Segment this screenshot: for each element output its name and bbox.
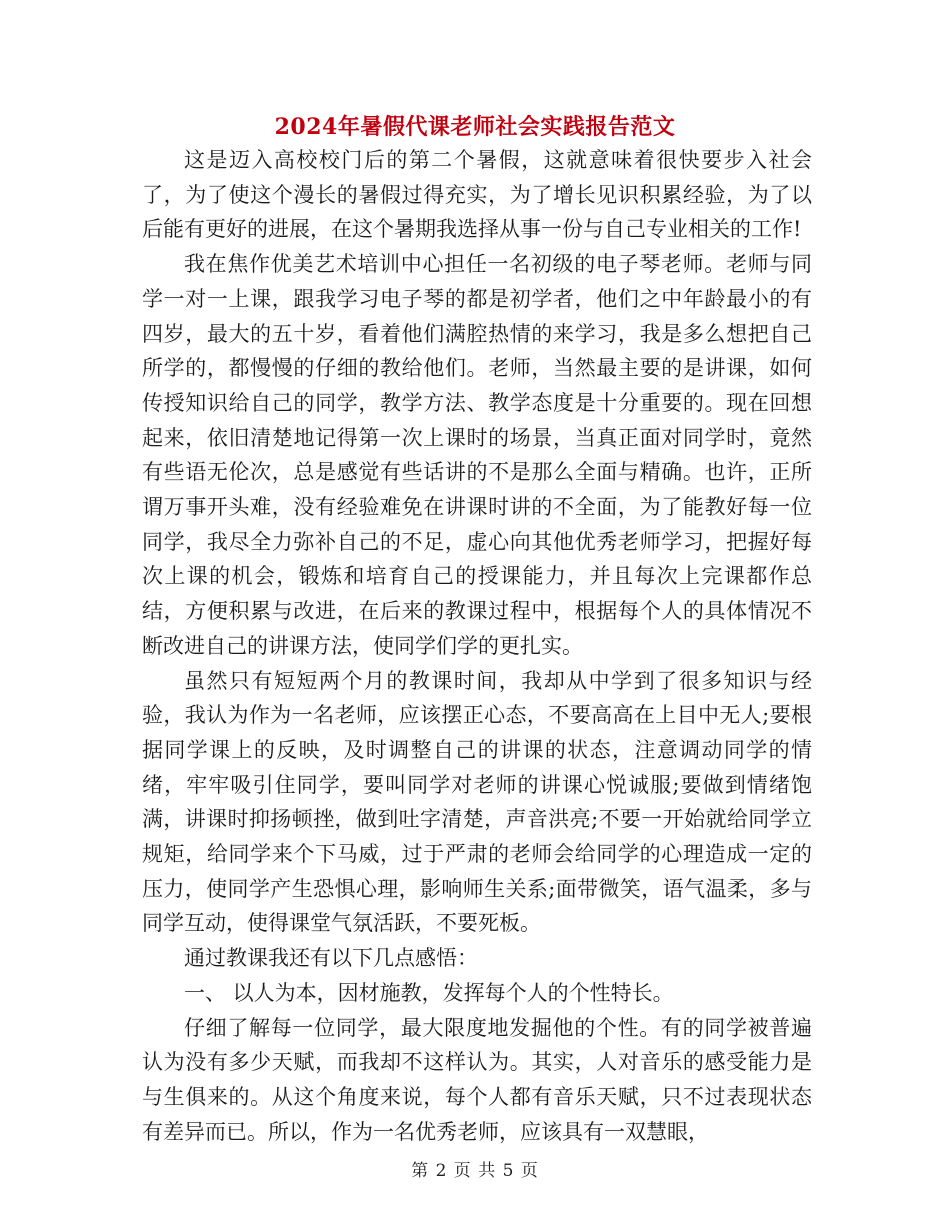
document-title: 2024年暑假代课老师社会实践报告范文 [274, 114, 676, 140]
paragraph: 虽然只有短短两个月的教课时间，我却从中学到了很多知识与经验，我认为作为一名老师，应该摆正心态，不要高高在上目中无人;要根据同学课上的反映，及时调整自己的讲课的状态，注意调动同学的情绪，牢牢吸引住同学，要叫同学对老师的讲课心悦诚服;要做到情绪饱满，讲课时抑扬顿挫，做到吐字清楚，声音洪亮;不要一开始就给同学立规矩，给同学来个下马威，过于严肃的老师会给同学的心理造成一定的压力，使同学产生恐惧心理，影响师生关系;面带微笑，语气温柔，多与同学互动，使得课堂气氛活跃，不要死板。 [142, 668, 812, 936]
paragraph: 通过教课我还有以下几点感悟： [184, 946, 478, 971]
paragraph: 仔细了解每一位同学，最大限度地发掘他的个性。有的同学被普遍认为没有多少天赋，而我却不这样认为。其实，人对音乐的感受能力是与生俱来的。从这个角度来说，每个人都有音乐天赋，只不过表现状态有差异而已。所以，作为一名优秀老师，应该具有一双慧眼， [142, 1015, 812, 1144]
section-heading: 一、 以人为本，因材施教，发挥每个人的个性特长。 [184, 980, 674, 1005]
page-footer: 第 2 页 共 5 页 [411, 1161, 539, 1181]
paragraph: 这是迈入高校校门后的第二个暑假，这就意味着很快要步入社会了，为了使这个漫长的暑假过得充实，为了增长见识积累经验，为了以后能有更好的进展，在这个暑期我选择从事一份与自己专业相关的工作! [142, 148, 812, 242]
document-body [142, 143, 812, 1149]
paragraph: 我在焦作优美艺术培训中心担任一名初级的电子琴老师。老师与同学一对一上课，跟我学习电子琴的都是初学者，他们之中年龄最小的有四岁，最大的五十岁，看着他们满腔热情的来学习，我是多么想把自己所学的，都慢慢的仔细的教给他们。老师，当然最主要的是讲课，如何传授知识给自己的同学，教学方法、教学态度是十分重要的。现在回想起来，依旧清楚地记得第一次上课时的场景，当真正面对同学时，竟然有些语无伦次，总是感觉有些话讲的不是那么全面与精确。也许，正所谓万事开头难，没有经验难免在讲课时讲的不全面，为了能教好每一位同学，我尽全力弥补自己的不足，虚心向其他优秀老师学习，把握好每次上课的机会，锻炼和培育自己的授课能力，并且每次上完课都作总结，方便积累与改进，在后来的教课过程中，根据每个人的具体情况不断改进自己的讲课方法，使同学们学的更扎实。 [142, 252, 812, 658]
